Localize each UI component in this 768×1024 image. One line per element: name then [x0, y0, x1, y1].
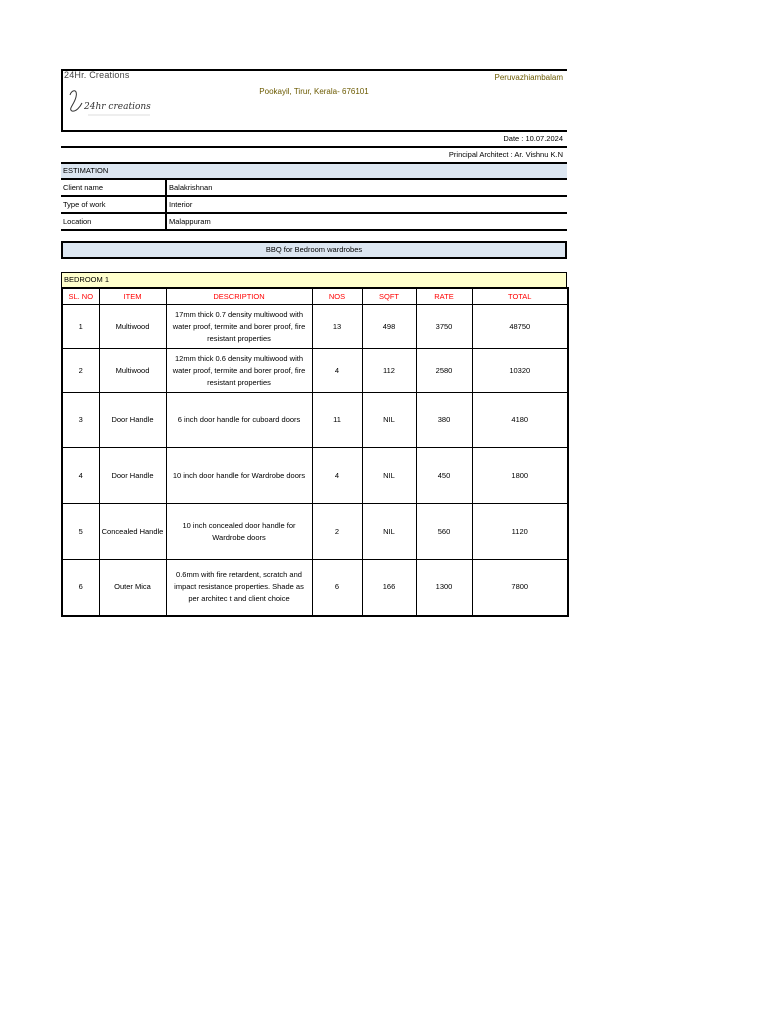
- column-header: SQFT: [362, 288, 416, 305]
- sl-no-cell: 2: [62, 349, 99, 393]
- total-cell: 1120: [472, 504, 568, 560]
- table-row: [62, 393, 568, 448]
- date-text: Date : 10.07.2024: [503, 134, 563, 143]
- section-header: [61, 272, 567, 287]
- column-header: TOTAL: [472, 288, 568, 305]
- sl-no-cell: 3: [62, 393, 99, 448]
- table-row: [62, 305, 568, 349]
- top-border: [61, 69, 567, 71]
- info-label: Type of work: [61, 196, 166, 213]
- bbq-title: BBQ for Bedroom wardrobes: [61, 241, 567, 259]
- total-cell: 7800: [472, 560, 568, 616]
- item-cell: Concealed Handle: [99, 504, 166, 560]
- sl-no-cell: 1: [62, 305, 99, 349]
- left-border: [61, 69, 63, 131]
- total-cell: 48750: [472, 305, 568, 349]
- info-label: Client name: [61, 180, 166, 196]
- info-value: Balakrishnan: [166, 180, 567, 196]
- nos-cell: 13: [312, 305, 362, 349]
- sl-no-cell: 4: [62, 448, 99, 504]
- info-row: [61, 180, 567, 196]
- client-info-table: [61, 180, 567, 231]
- rate-cell: 3750: [416, 305, 472, 349]
- item-cell: Outer Mica: [99, 560, 166, 616]
- sqft-cell: NIL: [362, 448, 416, 504]
- item-cell: Door Handle: [99, 448, 166, 504]
- column-header: RATE: [416, 288, 472, 305]
- sqft-cell: 166: [362, 560, 416, 616]
- description-cell: 10 inch concealed door handle for Wardrobe doors: [166, 504, 312, 560]
- sl-no-cell: 5: [62, 504, 99, 560]
- item-cell: Door Handle: [99, 393, 166, 448]
- rate-cell: 1300: [416, 560, 472, 616]
- nos-cell: 2: [312, 504, 362, 560]
- sl-no-cell: 6: [62, 560, 99, 616]
- description-cell: 17mm thick 0.7 density multiwood with water proof, termite and borer proof, fire resistant properties: [166, 305, 312, 349]
- nos-cell: 11: [312, 393, 362, 448]
- column-header: DESCRIPTION: [166, 288, 312, 305]
- description-cell: 0.6mm with fire retardent, scratch and impact resistance properties. Shade as per architec t and client choice: [166, 560, 312, 616]
- column-header: SL. NO: [62, 288, 99, 305]
- sqft-cell: NIL: [362, 504, 416, 560]
- info-label: Location: [61, 213, 166, 230]
- description-cell: 6 inch door handle for cuboard doors: [166, 393, 312, 448]
- nos-cell: 6: [312, 560, 362, 616]
- rate-cell: 380: [416, 393, 472, 448]
- company-address: Pookayil, Tirur, Kerala- 676101: [259, 87, 369, 96]
- estimation-header: [61, 164, 567, 178]
- logo-text: 24hr creations: [84, 102, 151, 112]
- sqft-cell: NIL: [362, 393, 416, 448]
- info-row: [61, 213, 567, 230]
- estimation-title: ESTIMATION: [63, 166, 109, 175]
- table-row: [62, 349, 568, 393]
- total-cell: 1800: [472, 448, 568, 504]
- rate-cell: 2580: [416, 349, 472, 393]
- description-cell: 10 inch door handle for Wardrobe doors: [166, 448, 312, 504]
- table-row: [62, 504, 568, 560]
- description-cell: 12mm thick 0.6 density multiwood with water proof, termite and borer proof, fire resistant properties: [166, 349, 312, 393]
- company-name: 24Hr. Creations: [64, 70, 130, 80]
- sqft-cell: 498: [362, 305, 416, 349]
- bill-of-quantities-table: [61, 287, 569, 617]
- table-row: [62, 448, 568, 504]
- column-header: NOS: [312, 288, 362, 305]
- nos-cell: 4: [312, 448, 362, 504]
- total-cell: 10320: [472, 349, 568, 393]
- company-logo: [64, 79, 160, 123]
- architect-text: Principal Architect : Ar. Vishnu K.N: [448, 150, 563, 159]
- nos-cell: 4: [312, 349, 362, 393]
- divider: [61, 130, 567, 132]
- table-header-row: [62, 288, 568, 305]
- rate-cell: 560: [416, 504, 472, 560]
- total-cell: 4180: [472, 393, 568, 448]
- sqft-cell: 112: [362, 349, 416, 393]
- column-header: ITEM: [99, 288, 166, 305]
- section-title: BEDROOM 1: [64, 275, 110, 284]
- item-cell: Multiwood: [99, 349, 166, 393]
- rate-cell: 450: [416, 448, 472, 504]
- place-name: Peruvazhiambalam: [494, 73, 563, 82]
- info-value: Interior: [166, 196, 567, 213]
- item-cell: Multiwood: [99, 305, 166, 349]
- table-row: [62, 560, 568, 616]
- info-value: Malappuram: [166, 213, 567, 230]
- info-row: [61, 196, 567, 213]
